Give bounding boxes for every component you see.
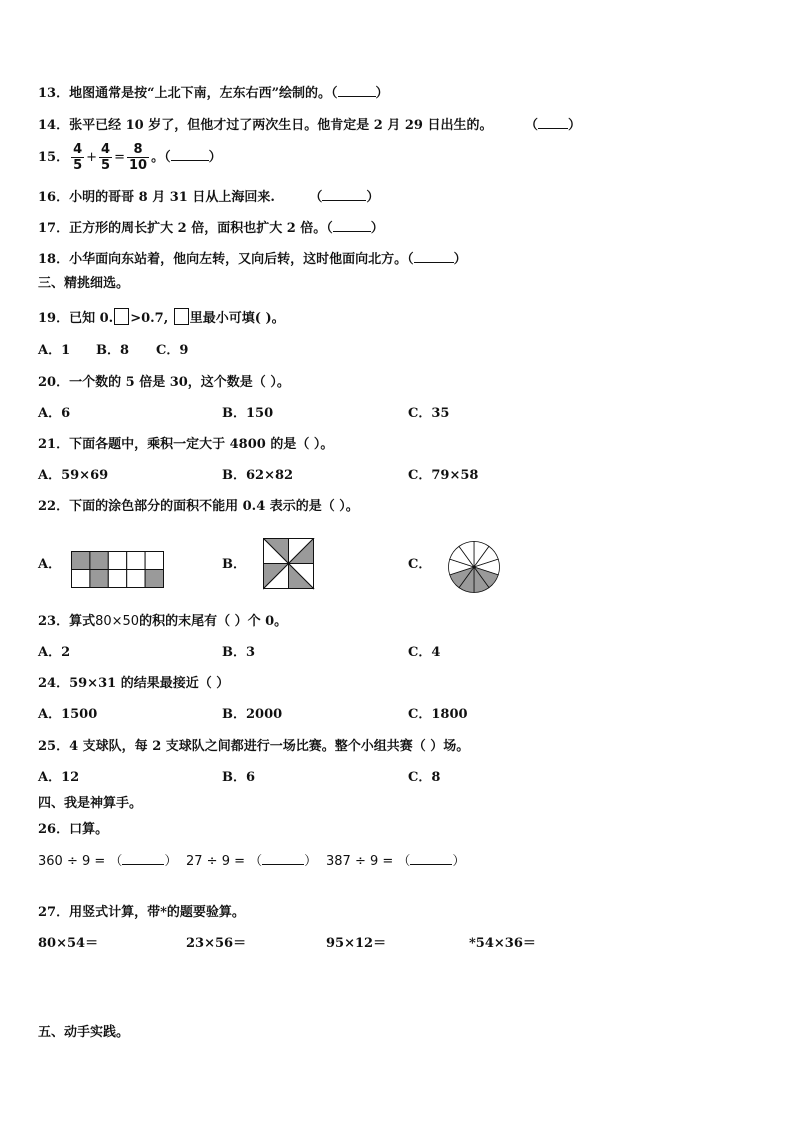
equals-sign: = <box>114 150 125 165</box>
q18-text: 18．小华面向东站着，他向左转，又向后转，这时他面向北方。（ <box>38 252 414 267</box>
question-23 <box>38 614 287 630</box>
q15-open: 。（ <box>151 150 171 165</box>
question-24: 24．59×31 的结果最接近（ ） <box>38 676 230 691</box>
q16-close: ） <box>366 190 380 205</box>
question-27: 27．用竖式计算，带*的题要验算。 <box>38 905 245 920</box>
answer-blank[interactable] <box>338 84 376 97</box>
option-c[interactable]: C．8 <box>408 770 441 785</box>
q19-text-a: 19．已知 0. <box>38 311 114 326</box>
digit-box[interactable] <box>174 308 189 325</box>
answer-blank[interactable] <box>333 219 371 232</box>
cell <box>127 570 145 588</box>
circle-figure-c <box>447 540 501 594</box>
shaded-cell <box>72 552 90 570</box>
q13-text: 13．地图通常是按“上北下南，左东右西”绘制的。（ <box>38 86 338 101</box>
answer-blank[interactable] <box>414 250 454 263</box>
option-c[interactable]: C．1800 <box>408 707 468 722</box>
option-c[interactable]: C．79×58 <box>408 468 479 483</box>
cell <box>145 552 163 570</box>
answer-blank[interactable] <box>171 148 209 161</box>
fraction-1: $\frac{4}{5}$ <box>73 142 83 173</box>
question-21: 21．下面各题中，乘积一定大于 4800 的是（ ）。 <box>38 437 334 452</box>
q19-text-c: 里最小可填( )。 <box>189 311 285 326</box>
digit-box[interactable] <box>114 308 129 325</box>
cell <box>108 552 126 570</box>
option-b[interactable]: B．8 <box>96 343 130 358</box>
fraction-3: $\frac{8}{10}$ <box>129 142 148 173</box>
square-figure-b <box>263 538 315 590</box>
shaded-cell <box>90 570 108 588</box>
option-c[interactable]: C．4 <box>408 645 441 660</box>
cell <box>108 570 126 588</box>
question-13 <box>38 84 389 102</box>
q17-text: 17．正方形的周长扩大 2 倍，面积也扩大 2 倍。（ <box>38 221 333 236</box>
q23-text-b: 的积的末尾有（ ）个 0。 <box>139 614 288 629</box>
q16-open: （ <box>309 190 323 205</box>
vertical-calc-2: 23×56＝ <box>186 936 247 951</box>
question-14 <box>38 116 581 134</box>
question-25: 25．4 支球队，每 2 支球队之间都进行一场比赛。整个小组共赛（ ）场。 <box>38 739 470 754</box>
option-c[interactable]: C．9 <box>156 343 189 358</box>
shaded-cell <box>145 570 163 588</box>
option-b[interactable]: B．2000 <box>222 707 283 722</box>
answer-blank[interactable] <box>262 852 304 865</box>
question-20: 20．一个数的 5 倍是 30，这个数是（ ）。 <box>38 375 290 390</box>
vertical-calc-1: 80×54＝ <box>38 936 99 951</box>
option-b[interactable]: B．6 <box>222 770 256 785</box>
answer-blank[interactable] <box>122 852 164 865</box>
option-b[interactable]: B． <box>222 557 246 572</box>
grid-figure-a <box>71 551 165 589</box>
q14-close: ） <box>568 118 582 133</box>
option-a[interactable]: A．12 <box>38 770 80 785</box>
section-3-heading: 三、精挑细选。 <box>38 276 130 291</box>
option-c[interactable]: C．35 <box>408 406 450 421</box>
section-4-heading: 四、我是神算手。 <box>38 796 143 811</box>
q23-expression: 80×50 <box>95 614 140 629</box>
question-22: 22．下面的涂色部分的面积不能用 0.4 表示的是（ ）。 <box>38 499 359 514</box>
question-17 <box>38 219 384 237</box>
fraction-2: $\frac{4}{5}$ <box>101 142 111 173</box>
option-a[interactable]: A．1500 <box>38 707 98 722</box>
q18-close: ） <box>453 252 467 267</box>
q14-open: （ <box>525 118 539 133</box>
cell <box>127 552 145 570</box>
q23-text-a: 23．算式 <box>38 614 96 629</box>
question-19 <box>38 308 285 327</box>
option-c[interactable]: C． <box>408 557 432 572</box>
question-16 <box>38 188 379 206</box>
option-a[interactable]: A．59×69 <box>38 468 109 483</box>
question-26: 26．口算。 <box>38 822 109 837</box>
answer-blank[interactable] <box>538 116 568 129</box>
q17-close: ） <box>370 221 384 236</box>
q16-text: 16．小明的哥哥 8 月 31 日从上海回来. <box>38 190 275 205</box>
mental-math-1: 360 ÷ 9 = （ ） <box>38 854 178 869</box>
q15-number: 15． <box>38 150 70 165</box>
question-18 <box>38 250 467 268</box>
plus-sign: + <box>86 150 98 165</box>
answer-blank[interactable] <box>322 188 366 201</box>
q14-text: 14．张平已经 10 岁了，但他才过了两次生日。他肯定是 2 月 29 日出生的。 <box>38 118 493 133</box>
section-5-heading: 五、动手实践。 <box>38 1025 130 1040</box>
option-a[interactable]: A．1 <box>38 343 71 358</box>
q19-text-b: >0.7, <box>130 311 169 326</box>
shaded-cell <box>90 552 108 570</box>
option-a[interactable]: A． <box>38 557 62 572</box>
answer-blank[interactable] <box>410 852 452 865</box>
mental-math-3: 387 ÷ 9 = （ ） <box>326 854 466 869</box>
vertical-calc-4: *54×36＝ <box>469 936 536 951</box>
option-a[interactable]: A．2 <box>38 645 71 660</box>
option-b[interactable]: B．62×82 <box>222 468 294 483</box>
q15-close: ） <box>208 150 222 165</box>
option-b[interactable]: B．150 <box>222 406 274 421</box>
question-15 <box>38 140 222 176</box>
q13-close: ） <box>375 86 389 101</box>
option-b[interactable]: B．3 <box>222 645 256 660</box>
mental-math-2: 27 ÷ 9 = （ ） <box>186 854 318 869</box>
option-a[interactable]: A．6 <box>38 406 71 421</box>
cell <box>72 570 90 588</box>
vertical-calc-3: 95×12＝ <box>326 936 387 951</box>
